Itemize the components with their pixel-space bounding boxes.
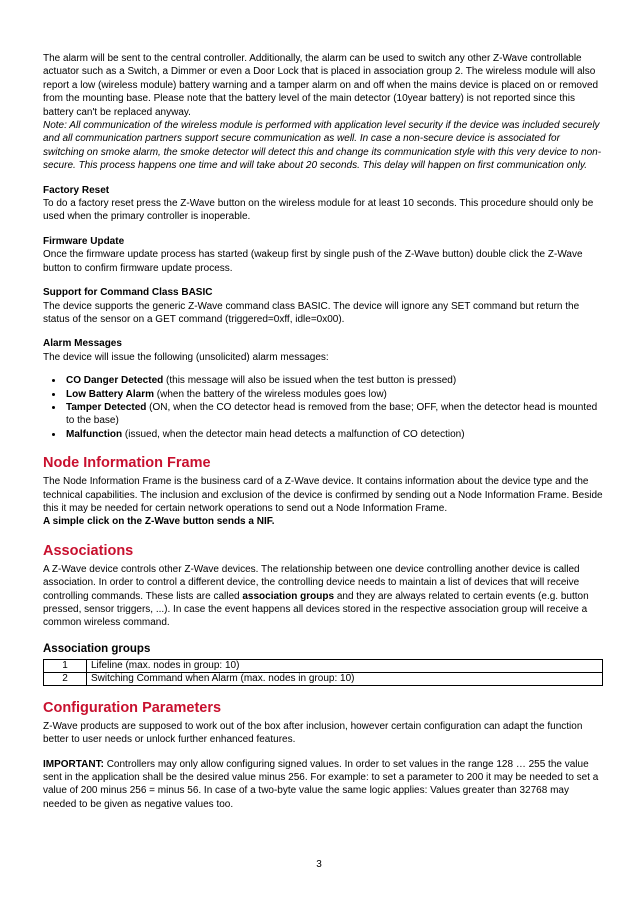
config-text: Z-Wave products are supposed to work out of the box after inclusion, however certain configuration can adapt the function better to user needs or unlock further enhanced features. (43, 720, 583, 746)
config-important (43, 758, 603, 812)
basic-support-text: The device supports the generic Z-Wave command class BASIC. The device will ignore any SET command but return the status of the sensor on a GET command (triggered=0xff, idle=0x00). (43, 300, 580, 325)
alarm-term: CO Danger Detected (66, 375, 164, 387)
nif-bold-instruction: A simple click on the Z-Wave button sends a NIF. (43, 516, 275, 528)
alarm-desc: (this message will also be issued when the test button is pressed) (163, 375, 457, 387)
important-label: IMPORTANT: (43, 758, 104, 770)
associations-bold-term: association groups (242, 590, 335, 602)
important-text: Controllers may only allow configuring signed values. In order to set values in the range 128 … 255 the value sent in the application shall be the desired value minus 256. For example: to set a parameter to 200 it may be needed to set a value of 200 minus 256 = minus 56. In case of a two-byte value the same logic applies: Values greater than 32768 may needed to be given as negative values too. (43, 758, 599, 810)
page-number: 3 (316, 859, 322, 870)
group-number: 2 (44, 672, 87, 685)
associations-heading: Associations (43, 542, 134, 559)
alarm-desc: (ON, when the CO detector head is removed from the base; OFF, when the detector head is mounted to the base) (66, 401, 598, 427)
group-description: Switching Command when Alarm (max. nodes in group: 10) (87, 672, 603, 685)
associations-text-before: A Z-Wave device controls other Z-Wave devices. The relationship between one device controlling another device is called association. In order to control a different device, the controlling device needs to maintain a list of devices that will receive controlling commands. These lists are called (43, 563, 580, 602)
list-item (64, 401, 603, 428)
security-note: Note: All communication of the wireless module is performed with application level security if the device was included securely and all communication partners support secure communication as well. In case a non-secure device is associated for switching on smoke alarm, the smoke detector will detect this and change its communication style with this very device to non-secure. This process happens one time and will take about 20 seconds. This delay will happen on first communication only. (43, 120, 602, 172)
nif-body: The Node Information Frame is the business card of a Z-Wave device. It contains information about the device type and the technical capabilities. The inclusion and exclusion of the device is confirmed by sending out a Node Information Frame. Beside this it may be needed for certain network operations to send out a Node Information Frame. (43, 476, 603, 514)
alarm-desc: (when the battery of the wireless modules goes low) (153, 388, 387, 400)
alarm-term: Tamper Detected (66, 401, 147, 413)
associations-text (43, 563, 603, 630)
list-item (64, 374, 603, 387)
nif-text (43, 475, 603, 529)
alarm-messages-text: The device will issue the following (unsolicited) alarm messages: (43, 351, 329, 363)
factory-reset-text: To do a factory reset press the Z-Wave button on the wireless module for at least 10 seconds. This procedure should only be used when the primary controller is inoperable. (43, 198, 594, 223)
table-row (44, 672, 603, 685)
firmware-update-heading: Firmware Update (43, 235, 125, 247)
nif-heading: Node Information Frame (43, 455, 211, 472)
alarm-messages-list (43, 374, 603, 441)
alarm-term: Malfunction (66, 428, 123, 440)
alarm-messages-heading: Alarm Messages (43, 338, 122, 350)
list-item (64, 428, 603, 441)
alarm-term: Low Battery Alarm (66, 388, 154, 400)
associations-text-after: and they are always related to certain events (e.g. button pressed, sensor triggers, ...). In case the event happens all devices stored in the respective association group will receive a common wireless command. (43, 590, 589, 629)
config-heading: Configuration Parameters (43, 699, 222, 716)
group-description: Lifeline (max. nodes in group: 10) (87, 659, 603, 672)
basic-support-heading: Support for Command Class BASIC (43, 287, 213, 299)
intro-paragraph: The alarm will be sent to the central controller. Additionally, the alarm can be used to switch any other Z-Wave controllable actuator such as a Switch, a Dimmer or even a Door Lock that is placed in association group 2. The wireless module will also report a low (wireless module) battery warning and a tamper alarm on and off when the mains device is placed on or removed from the mounting base. Please note that the battery level of the main detector (10year battery) is not reported since this battery can't be replaced anyway. (43, 53, 599, 118)
association-groups-table (43, 659, 603, 686)
association-groups-heading: Association groups (43, 642, 151, 655)
firmware-update-text: Once the firmware update process has started (wakeup first by single push of the Z-Wave button) double click the Z-Wave button to confirm firmware update process. (43, 249, 583, 274)
group-number: 1 (44, 659, 87, 672)
table-row (44, 659, 603, 672)
document-page (43, 52, 603, 811)
factory-reset-heading: Factory Reset (43, 184, 110, 196)
list-item (64, 388, 603, 401)
alarm-desc: (issued, when the detector main head detects a malfunction of CO detection) (122, 428, 465, 440)
